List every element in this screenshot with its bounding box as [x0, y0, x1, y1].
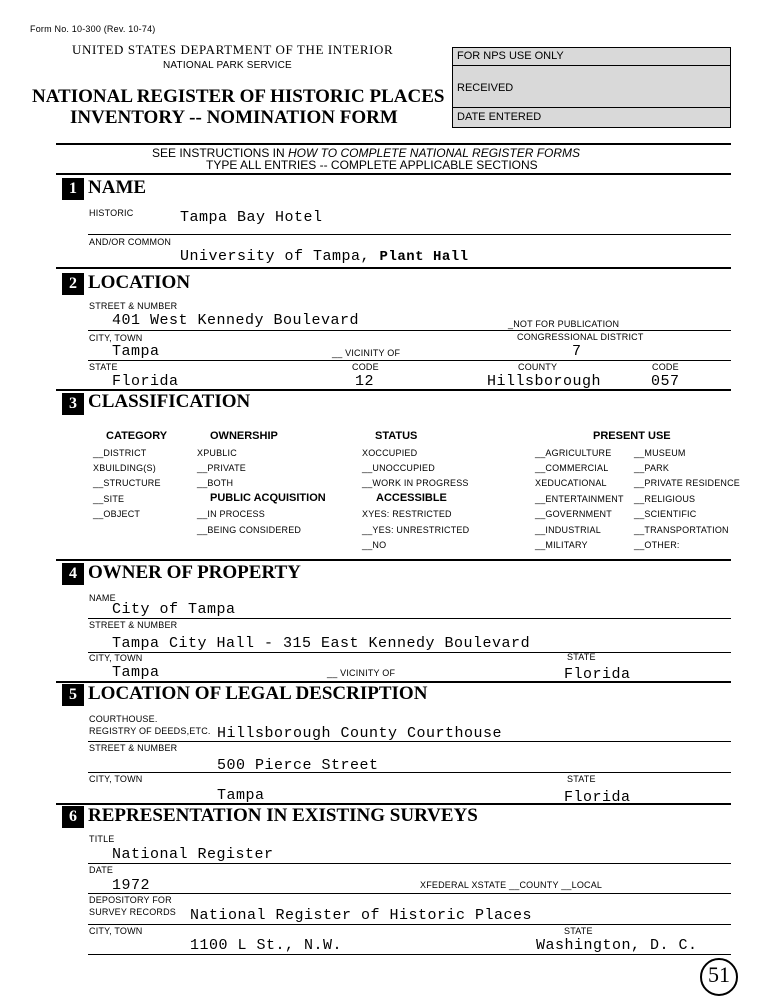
legal-street-value: 500 Pierce Street	[217, 757, 379, 774]
received-label: RECEIVED	[457, 82, 514, 94]
county-label: COUNTY	[518, 362, 558, 372]
nps-use-box	[452, 47, 731, 128]
form-number: Form No. 10-300 (Rev. 10-74)	[30, 24, 156, 34]
owner-name-label: NAME	[89, 593, 116, 603]
category-heading: CATEGORY	[106, 430, 168, 442]
ownership-heading: OWNERSHIP	[210, 430, 278, 442]
section-4-number: 4	[62, 563, 84, 585]
state-value: Florida	[112, 373, 179, 390]
survey-date-label: DATE	[89, 865, 114, 875]
present1-5: __INDUSTRIAL	[535, 525, 601, 535]
legal-state-value: Florida	[564, 789, 631, 806]
present2-5: __TRANSPORTATION	[634, 525, 729, 535]
accessible-heading: ACCESSIBLE	[376, 492, 447, 504]
legal-city-value: Tampa	[217, 787, 265, 804]
status-0: XOCCUPIED	[362, 448, 418, 458]
owner-state-label: STATE	[567, 652, 596, 662]
city-label: CITY, TOWN	[89, 333, 143, 343]
survey-title-label: TITLE	[89, 834, 115, 844]
legal-city-label: CITY, TOWN	[89, 774, 143, 784]
vicinity-label: __ VICINITY OF	[332, 348, 401, 358]
section-1-title: NAME	[88, 177, 147, 198]
category-2: __STRUCTURE	[93, 478, 161, 488]
survey-state-value: Washington, D. C.	[536, 937, 698, 954]
instructions-rule	[56, 173, 731, 175]
code-label: CODE	[352, 362, 379, 372]
depository-value: National Register of Historic Places	[190, 907, 533, 924]
present1-4: __GOVERNMENT	[535, 509, 612, 519]
code2-label: CODE	[652, 362, 679, 372]
present2-4: __SCIENTIFIC	[634, 509, 697, 519]
ownership-2: __BOTH	[197, 478, 234, 488]
pa-1: __BEING CONSIDERED	[197, 525, 302, 535]
status-heading: STATUS	[375, 430, 418, 442]
section-3-number: 3	[62, 393, 84, 415]
category-4: __OBJECT	[93, 509, 141, 519]
present1-0: __AGRICULTURE	[535, 448, 612, 458]
present-use-heading: PRESENT USE	[593, 430, 671, 442]
courthouse-value: Hillsborough County Courthouse	[217, 725, 503, 742]
present1-1: __COMMERCIAL	[535, 463, 609, 473]
courthouse-label-2: REGISTRY OF DEEDS,ETC.	[89, 726, 211, 736]
depository-label-2: SURVEY RECORDS	[89, 907, 176, 917]
congressional-label: CONGRESSIONAL DISTRICT	[517, 332, 644, 342]
access-1: __YES: UNRESTRICTED	[362, 525, 470, 535]
category-0: __DISTRICT	[93, 448, 147, 458]
page-number: 51	[708, 962, 730, 987]
category-1: XBUILDING(S)	[93, 463, 156, 473]
code-value: 12	[355, 373, 375, 390]
category-3: __SITE	[93, 494, 125, 504]
section-2-number: 2	[62, 273, 84, 295]
common-label: AND/OR COMMON	[89, 237, 172, 247]
section-6-number: 6	[62, 806, 84, 828]
survey-city-value: 1100 L St., N.W.	[190, 937, 343, 954]
form-title-line1: NATIONAL REGISTER OF HISTORIC PLACES	[32, 86, 445, 107]
ownership-1: __PRIVATE	[197, 463, 246, 473]
instructions-line1: SEE INSTRUCTIONS IN HOW TO COMPLETE NATIONAL REGISTER FORMS	[152, 146, 581, 160]
present1-2: XEDUCATIONAL	[535, 478, 607, 488]
owner-city-label: CITY, TOWN	[89, 653, 143, 663]
section-3-title: CLASSIFICATION	[88, 391, 251, 412]
courthouse-label-1: COURTHOUSE.	[89, 714, 158, 724]
owner-street-label: STREET & NUMBER	[89, 620, 178, 630]
status-1: __UNOCCUPIED	[362, 463, 435, 473]
historic-value: Tampa Bay Hotel	[180, 209, 323, 226]
section-2-title: LOCATION	[88, 272, 191, 293]
legal-state-label: STATE	[567, 774, 596, 784]
state-label: STATE	[89, 362, 118, 372]
section-1-number: 1	[62, 178, 84, 200]
common-value: University of Tampa, Plant Hall	[180, 248, 469, 265]
congressional-value: 7	[572, 343, 582, 360]
header-rule	[56, 143, 731, 145]
owner-city-value: Tampa	[112, 664, 160, 681]
survey-state-label: STATE	[564, 926, 593, 936]
status-2: __WORK IN PROGRESS	[362, 478, 469, 488]
section-4-title: OWNER OF PROPERTY	[88, 562, 301, 583]
present2-6: __OTHER:	[634, 540, 680, 550]
department-name: UNITED STATES DEPARTMENT OF THE INTERIOR	[72, 42, 394, 57]
county-value: Hillsborough	[487, 373, 602, 390]
nps-use-label: FOR NPS USE ONLY	[457, 50, 564, 62]
survey-levels: XFEDERAL XSTATE __COUNTY __LOCAL	[420, 880, 603, 890]
street-label: STREET & NUMBER	[89, 301, 178, 311]
present1-3: __ENTERTAINMENT	[535, 494, 624, 504]
public-acquisition-heading: PUBLIC ACQUISITION	[210, 492, 326, 504]
present2-1: __PARK	[634, 463, 670, 473]
depository-label-1: DEPOSITORY FOR	[89, 895, 172, 905]
access-2: __NO	[362, 540, 387, 550]
city-value: Tampa	[112, 343, 160, 360]
access-0: XYES: RESTRICTED	[362, 509, 452, 519]
owner-name-value: City of Tampa	[112, 601, 236, 618]
survey-title-value: National Register	[112, 846, 274, 863]
section-5-number: 5	[62, 684, 84, 706]
owner-vicinity-label: __ VICINITY OF	[327, 668, 396, 678]
survey-city-label: CITY, TOWN	[89, 926, 143, 936]
pa-0: __IN PROCESS	[197, 509, 265, 519]
section-6-title: REPRESENTATION IN EXISTING SURVEYS	[88, 805, 478, 826]
ownership-0: XPUBLIC	[197, 448, 237, 458]
present1-6: __MILITARY	[535, 540, 588, 550]
survey-date-value: 1972	[112, 877, 151, 894]
service-name: NATIONAL PARK SERVICE	[163, 60, 292, 71]
date-entered-label: DATE ENTERED	[457, 111, 542, 123]
street-value: 401 West Kennedy Boulevard	[112, 312, 360, 329]
present2-0: __MUSEUM	[634, 448, 686, 458]
not-for-publication: _NOT FOR PUBLICATION	[508, 319, 620, 329]
code2-value: 057	[651, 373, 680, 390]
instructions-line2: TYPE ALL ENTRIES -- COMPLETE APPLICABLE SECTIONS	[206, 158, 538, 172]
owner-state-value: Florida	[564, 666, 631, 683]
owner-street-value: Tampa City Hall - 315 East Kennedy Boulevard	[112, 635, 531, 652]
present2-2: __PRIVATE RESIDENCE	[634, 478, 740, 488]
legal-street-label: STREET & NUMBER	[89, 743, 178, 753]
historic-label: HISTORIC	[89, 208, 134, 218]
section-5-title: LOCATION OF LEGAL DESCRIPTION	[88, 683, 428, 704]
present2-3: __RELIGIOUS	[634, 494, 696, 504]
form-title-line2: INVENTORY -- NOMINATION FORM	[70, 107, 398, 128]
